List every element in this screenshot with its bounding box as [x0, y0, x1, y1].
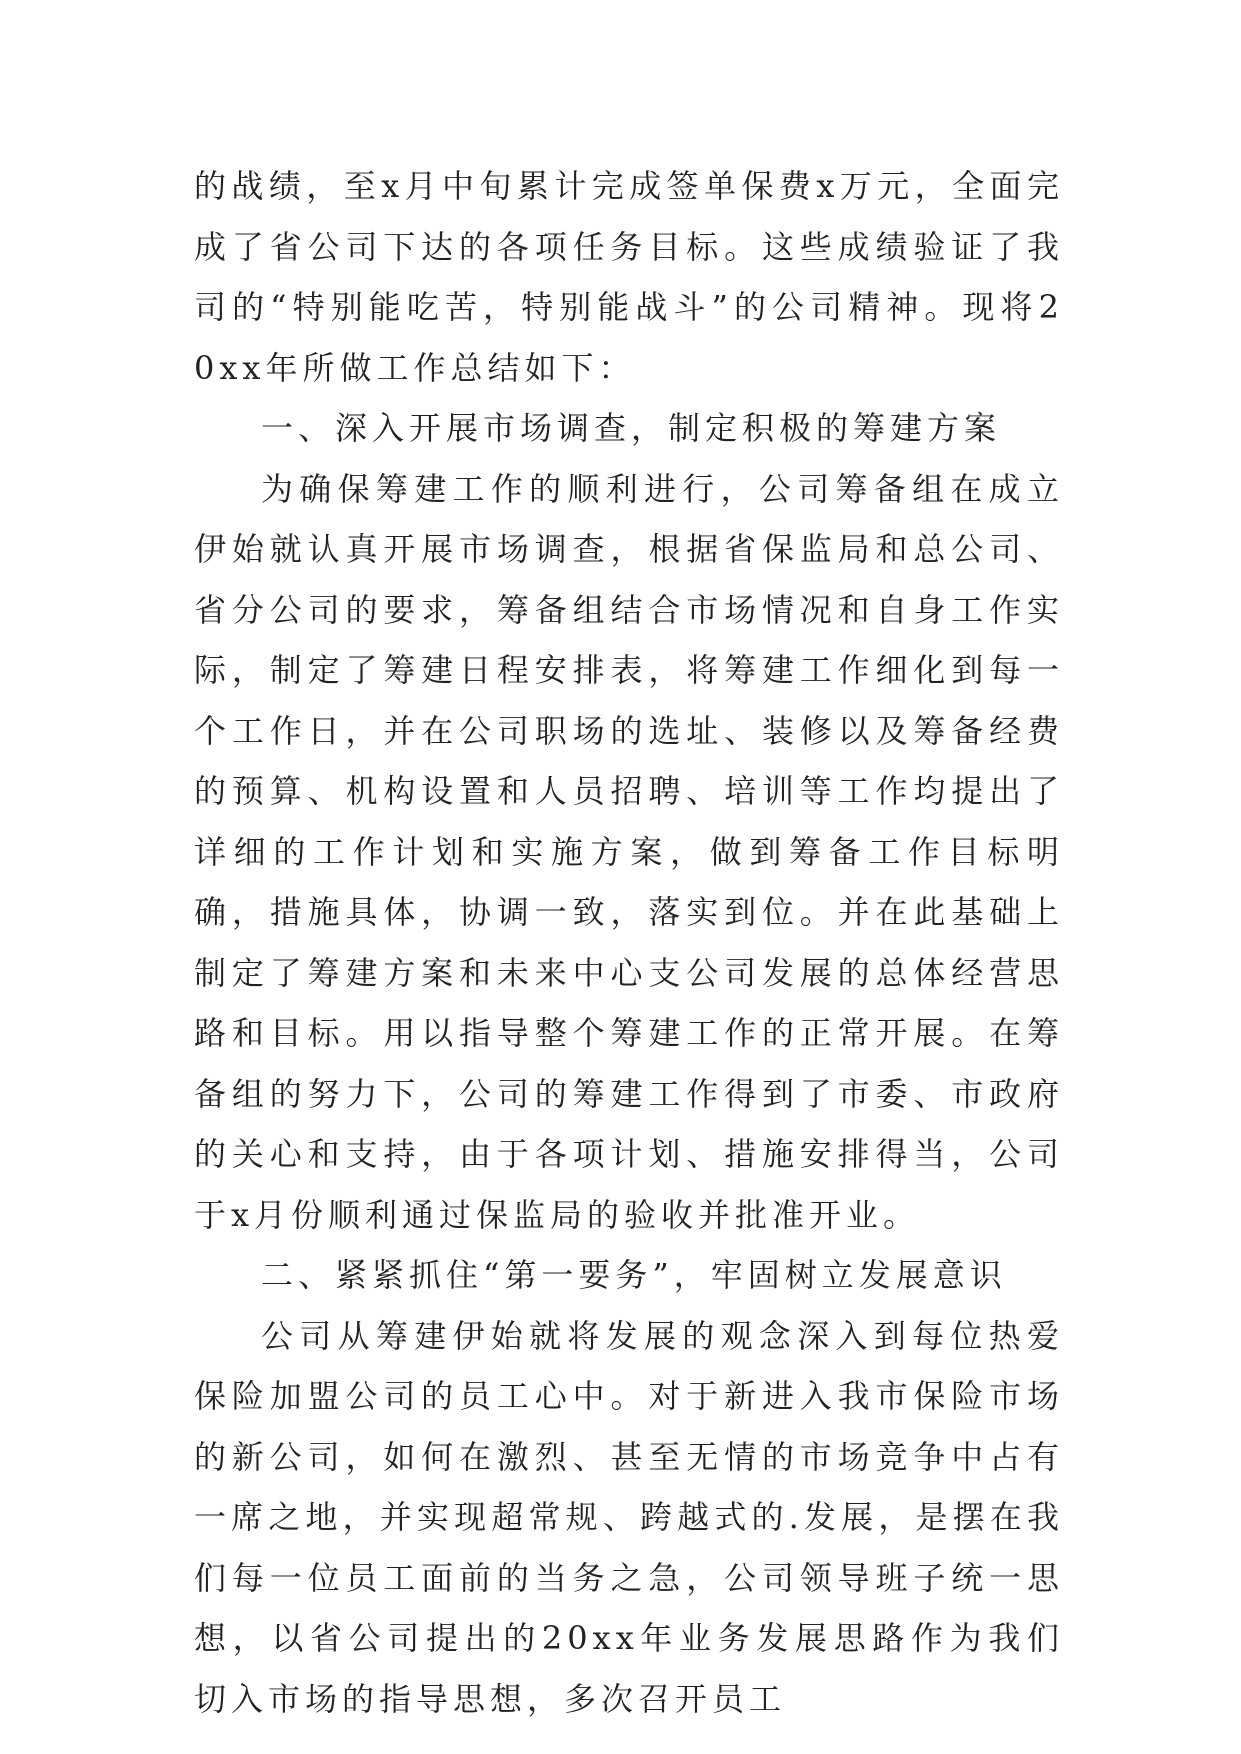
paragraph-development: 公司从筹建伊始就将发展的观念深入到每位热爱保险加盟公司的员工心中。对于新进入我市保险市场的新公司，如何在激烈、甚至无情的市场竞争中占有一席之地，并实现超常规、跨越式的.发展，是摆在我们每一位员工面前的当务之急，公司领导班子统一思想，以省公司提出的20xx年业务发展思路作为我们切入市场的指导思想，多次召开员工 [194, 1316, 1064, 1718]
paragraph-market-research: 为确保筹建工作的顺利进行，公司筹备组在成立伊始就认真开展市场调查，根据省保监局和总公司、省分公司的要求，筹备组结合市场情况和自身工作实际，制定了筹建日程安排表，将筹建工作细化到每一个工作日，并在公司职场的选址、装修以及筹备经费的预算、机构设置和人员招聘、培训等工作均提出了详细的工作计划和实施方案，做到筹备工作目标明确，措施具体，协调一致，落实到位。并在此基础上制定了筹建方案和未来中心支公司发展的总体经营思路和目标。用以指导整个筹建工作的正常开展。在筹备组的努力下，公司的筹建工作得到了市委、市政府的关心和支持，由于各项计划、措施安排得当，公司于x月份顺利通过保监局的验收并批准开业。 [194, 469, 1064, 1234]
paragraph-intro: 的战绩，至x月中旬累计完成签单保费x万元，全面完成了省公司下达的各项任务目标。这些成绩验证了我司的“特别能吃苦，特别能战斗”的公司精神。现将20xx年所做工作总结如下： [194, 167, 1064, 387]
document-body [194, 156, 1064, 1729]
section-heading-2: 二、紧紧抓住“第一要务”，牢固树立发展意识 [261, 1256, 1007, 1294]
section-heading-1: 一、深入开展市场调查，制定积极的筹建方案 [261, 409, 1002, 447]
